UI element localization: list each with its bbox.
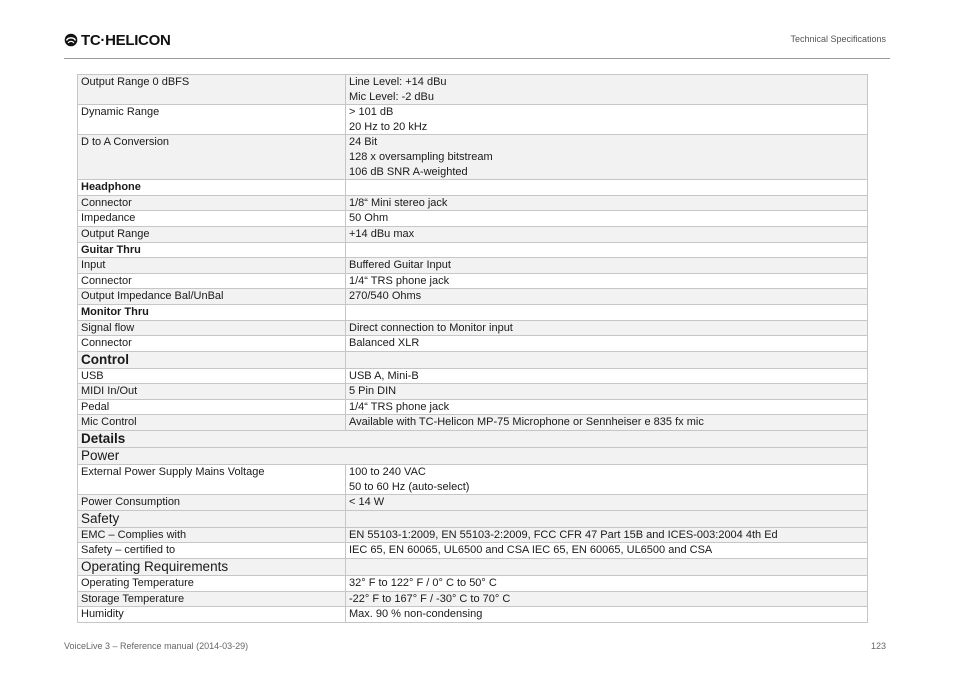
spec-value-line: 1/8“ Mini stereo jack xyxy=(349,196,448,209)
spec-value-line: Available with TC-Helicon MP-75 Microphone or Sennheiser e 835 fx mic xyxy=(349,416,704,429)
spec-value-line: Balanced XLR xyxy=(349,337,420,350)
spec-label: Safety xyxy=(78,510,346,527)
table-row xyxy=(78,368,868,384)
spec-label: Storage Temperature xyxy=(78,591,346,607)
spec-label: Pedal xyxy=(78,399,346,415)
spec-value xyxy=(346,607,868,623)
spec-value xyxy=(346,415,868,431)
table-row xyxy=(78,415,868,431)
spec-label: Dynamic Range xyxy=(78,105,346,135)
spec-value-line: 50 to 60 Hz (auto-select) xyxy=(349,480,470,493)
spec-value-line: IEC 65, EN 60065, UL6500 and CSA IEC 65, EN 60065, UL6500 and CSA xyxy=(349,544,713,557)
table-row xyxy=(78,75,868,105)
spec-label: Output Impedance Bal/UnBal xyxy=(78,289,346,305)
table-row xyxy=(78,607,868,623)
table-row xyxy=(78,105,868,135)
table-row xyxy=(78,465,868,495)
spec-value-line: 5 Pin DIN xyxy=(349,385,397,398)
spec-label: Connector xyxy=(78,336,346,352)
spec-value xyxy=(346,135,868,180)
table-row xyxy=(78,543,868,559)
spec-value-line: 270/540 Ohms xyxy=(349,290,422,303)
table-row xyxy=(78,495,868,511)
spec-value xyxy=(346,289,868,305)
spec-label: Monitor Thru xyxy=(78,304,346,320)
spec-label: Output Range xyxy=(78,226,346,242)
specifications-table xyxy=(77,74,868,623)
spec-value xyxy=(346,384,868,400)
spec-label: Headphone xyxy=(78,180,346,196)
table-row xyxy=(78,510,868,527)
spec-label: Operating Requirements xyxy=(78,559,346,576)
footer-document-title: VoiceLive 3 – Reference manual (2014-03-29) xyxy=(64,641,249,651)
table-row xyxy=(78,242,868,258)
table-row xyxy=(78,226,868,242)
spec-value xyxy=(346,105,868,135)
spec-value-line: 50 Ohm xyxy=(349,212,389,225)
spec-label: External Power Supply Mains Voltage xyxy=(78,465,346,495)
spec-value-line: Max. 90 % non-condensing xyxy=(349,608,483,621)
spec-label: EMC – Complies with xyxy=(78,527,346,543)
tc-helicon-logo xyxy=(64,30,171,50)
spec-value-line: > 101 dB xyxy=(349,106,394,119)
spec-value xyxy=(346,559,868,576)
page-header xyxy=(64,28,890,59)
spec-value-line: 106 dB SNR A-weighted xyxy=(349,165,468,178)
spec-value xyxy=(346,527,868,543)
spec-value xyxy=(346,258,868,274)
table-row xyxy=(78,384,868,400)
spec-label: USB xyxy=(78,368,346,384)
spec-value-line: Buffered Guitar Input xyxy=(349,259,451,272)
table-row xyxy=(78,591,868,607)
spec-value xyxy=(346,320,868,336)
spec-value-line: 1/4“ TRS phone jack xyxy=(349,400,450,413)
spec-label: Connector xyxy=(78,273,346,289)
spec-value-line: 20 Hz to 20 kHz xyxy=(349,120,428,133)
spec-value-line: Direct connection to Monitor input xyxy=(349,321,513,334)
spec-value xyxy=(346,195,868,211)
table-row xyxy=(78,336,868,352)
spec-value-line: Line Level: +14 dBu xyxy=(349,76,447,88)
table-row xyxy=(78,180,868,196)
table-row xyxy=(78,273,868,289)
spec-value xyxy=(346,75,868,105)
spec-label: Operating Temperature xyxy=(78,576,346,592)
table-row xyxy=(78,576,868,592)
spec-value xyxy=(346,591,868,607)
spec-label: Power Consumption xyxy=(78,495,346,511)
table-row xyxy=(78,289,868,305)
spec-label: Connector xyxy=(78,195,346,211)
spec-label: Details xyxy=(78,431,868,448)
spec-label: D to A Conversion xyxy=(78,135,346,180)
spec-value-line: 24 Bit xyxy=(349,136,378,149)
spec-value xyxy=(346,211,868,227)
spec-value-line: 32° F to 122° F / 0° C to 50° C xyxy=(349,577,497,590)
spec-label: Input xyxy=(78,258,346,274)
table-row xyxy=(78,351,868,368)
table-row xyxy=(78,320,868,336)
spec-value-line: USB A, Mini-B xyxy=(349,369,419,382)
table-row xyxy=(78,211,868,227)
table-row xyxy=(78,448,868,465)
logo-text: TC·HELICON xyxy=(81,31,171,49)
table-row xyxy=(78,399,868,415)
table-row xyxy=(78,258,868,274)
table-row xyxy=(78,559,868,576)
spec-label: Control xyxy=(78,351,346,368)
spec-label: Power xyxy=(78,448,868,465)
spec-value xyxy=(346,368,868,384)
helicon-logo-icon xyxy=(64,33,78,47)
spec-value xyxy=(346,465,868,495)
spec-label: Output Range 0 dBFS xyxy=(78,75,346,105)
spec-label: Mic Control xyxy=(78,415,346,431)
spec-value-line: -22° F to 167° F / -30° C to 70° C xyxy=(349,592,511,605)
spec-value xyxy=(346,510,868,527)
table-row xyxy=(78,135,868,180)
spec-value xyxy=(346,273,868,289)
spec-value xyxy=(346,336,868,352)
spec-value-line: < 14 W xyxy=(349,496,385,509)
header-title: Technical Specifications xyxy=(790,34,886,44)
spec-label: Guitar Thru xyxy=(78,242,346,258)
spec-value xyxy=(346,576,868,592)
spec-value-line: EN 55103-1:2009, EN 55103-2:2009, FCC CFR 47 Part 15B and ICES-003:2004 4th Ed xyxy=(349,528,778,541)
spec-value xyxy=(346,543,868,559)
spec-label: MIDI In/Out xyxy=(78,384,346,400)
spec-value-line: +14 dBu max xyxy=(349,227,415,240)
spec-value-line: Mic Level: -2 dBu xyxy=(349,90,434,103)
spec-value xyxy=(346,180,868,196)
table-row xyxy=(78,304,868,320)
spec-value xyxy=(346,226,868,242)
spec-label: Signal flow xyxy=(78,320,346,336)
spec-label: Safety – certified to xyxy=(78,543,346,559)
spec-label: Impedance xyxy=(78,211,346,227)
page-number: 123 xyxy=(870,641,886,651)
table-row xyxy=(78,431,868,448)
spec-value xyxy=(346,495,868,511)
spec-value-line: 100 to 240 VAC xyxy=(349,466,426,479)
spec-value-line: 1/4“ TRS phone jack xyxy=(349,274,450,287)
table-row xyxy=(78,527,868,543)
spec-value-line: 128 x oversampling bitstream xyxy=(349,150,493,163)
spec-label: Humidity xyxy=(78,607,346,623)
spec-value xyxy=(346,304,868,320)
table-row xyxy=(78,195,868,211)
spec-value xyxy=(346,399,868,415)
spec-value xyxy=(346,351,868,368)
spec-value xyxy=(346,242,868,258)
